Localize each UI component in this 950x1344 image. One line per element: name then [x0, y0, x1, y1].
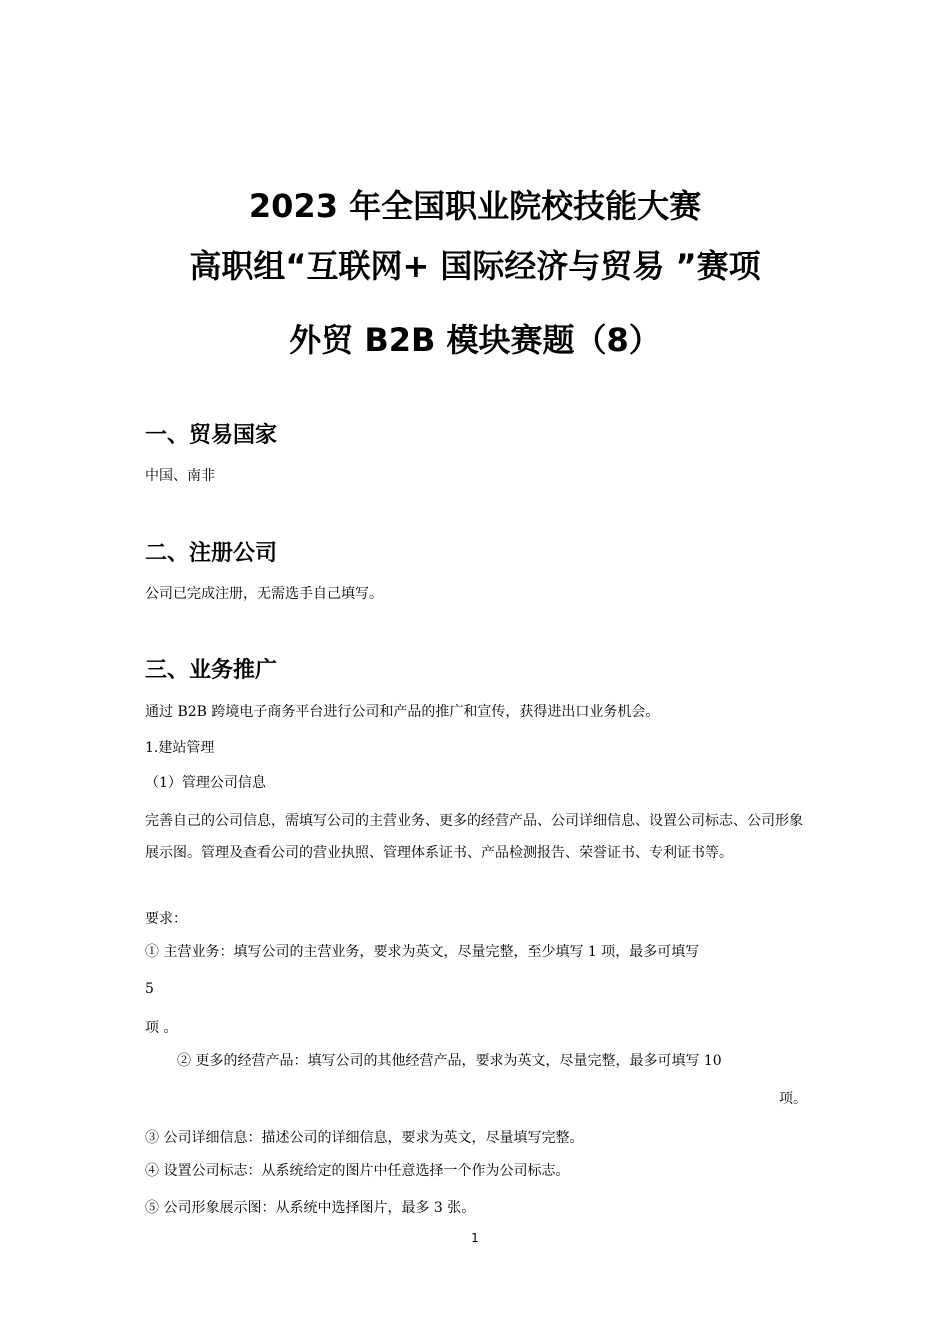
section-heading-business-promotion: 三、业务推广	[145, 658, 278, 683]
page-number: 1	[471, 1231, 479, 1245]
item-site-management: 1.建站管理	[145, 740, 215, 756]
title-line-2: 高职组“互联网+ 国际经济与贸易 ”赛项	[189, 247, 761, 285]
section-body-trade-countries: 中国、南非	[145, 468, 215, 484]
sub-item-manage-company-info: （1）管理公司信息	[145, 775, 266, 791]
title-line-1: 2023 年全国职业院校技能大赛	[248, 187, 702, 225]
requirement-more-products-continued: 项。	[779, 1091, 807, 1107]
requirement-main-business: ① 主营业务：填写公司的主营业务，要求为英文，尽量完整，至少填写 1 项，最多可填写	[145, 944, 700, 960]
section-heading-register-company: 二、注册公司	[145, 541, 278, 566]
requirement-main-business-continued-number: 5	[145, 981, 154, 997]
section-body-register-company: 公司已完成注册，无需选手自己填写。	[145, 586, 383, 602]
title-line-3: 外贸 B2B 模块赛题（8）	[289, 321, 661, 359]
requirement-company-images: ⑤ 公司形象展示图：从系统中选择图片，最多 3 张。	[145, 1200, 476, 1216]
company-info-description: 完善自己的公司信息，需填写公司的主营业务、更多的经营产品、公司详细信息、设置公司标志、公司形象展示图。管理及查看公司的营业执照、管理体系证书、产品检测报告、荣誉证书、专利证书等。	[145, 813, 803, 861]
requirement-company-details: ③ 公司详细信息：描述公司的详细信息，要求为英文，尽量填写完整。	[145, 1130, 584, 1146]
requirement-more-products: ② 更多的经营产品：填写公司的其他经营产品，要求为英文，尽量完整，最多可填写 10	[177, 1053, 722, 1069]
requirement-main-business-continued-unit: 项 。	[145, 1020, 178, 1036]
requirement-company-logo: ④ 设置公司标志：从系统给定的图片中任意选择一个作为公司标志。	[145, 1163, 570, 1179]
section-heading-trade-countries: 一、贸易国家	[145, 423, 278, 448]
section-intro-business-promotion: 通过 B2B 跨境电子商务平台进行公司和产品的推广和宣传，获得进出口业务机会。	[145, 704, 660, 720]
requirements-label: 要求：	[145, 911, 187, 927]
